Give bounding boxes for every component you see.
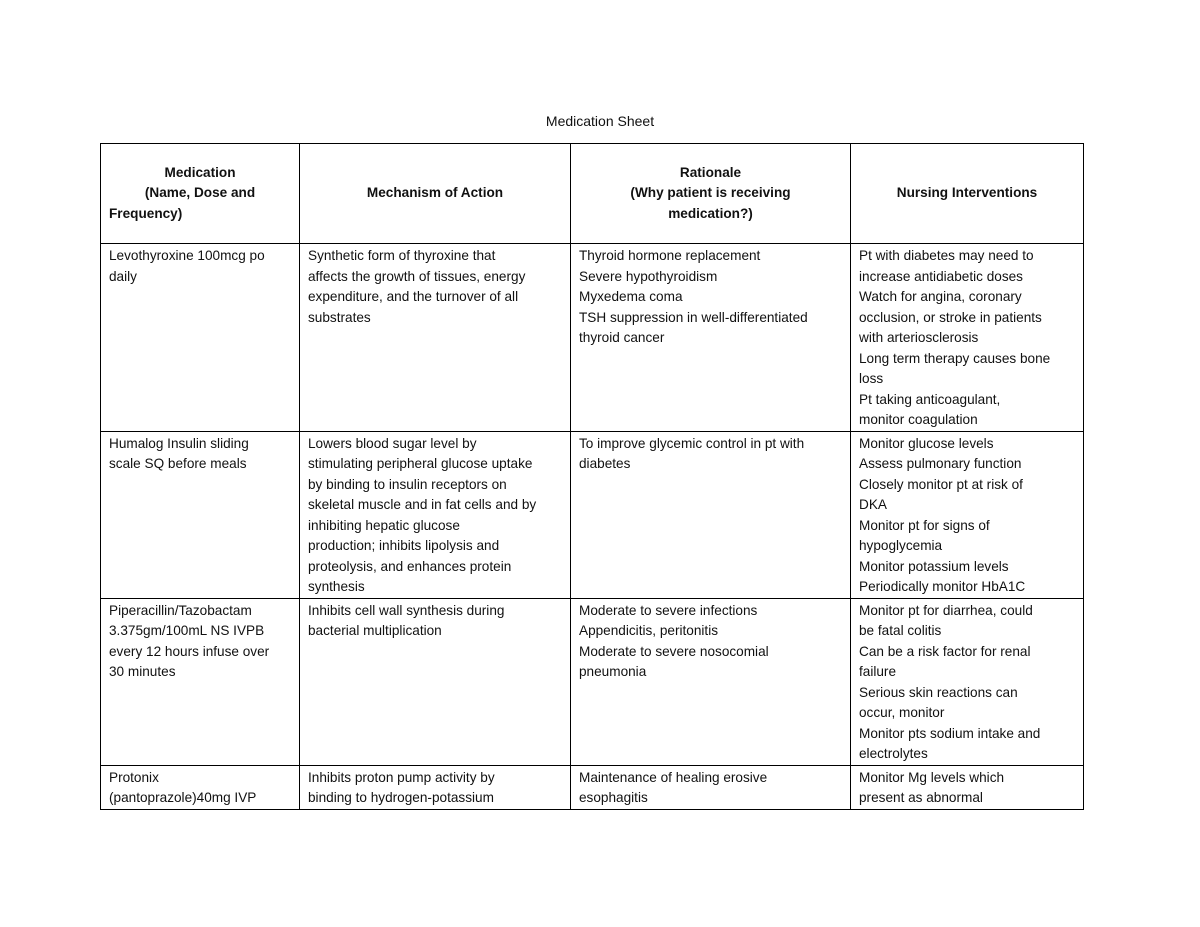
cell-line: occlusion, or stroke in patients xyxy=(859,309,1042,325)
cell-line: increase antidiabetic doses xyxy=(859,268,1023,284)
header-nursing xyxy=(851,144,1084,244)
cell-line: Pt with diabetes may need to xyxy=(859,248,1034,263)
cell-line: esophagitis xyxy=(579,790,648,805)
cell-line: by binding to insulin receptors on xyxy=(308,476,507,492)
header-line: medication?) xyxy=(668,205,753,221)
cell-line: Maintenance of healing erosive xyxy=(579,769,768,785)
cell-line: every 12 hours infuse over xyxy=(109,643,270,659)
header-line: Mechanism of Action xyxy=(366,185,504,201)
cell-line: Pt taking anticoagulant, xyxy=(859,391,1001,407)
cell-line: stimulating peripheral glucose uptake xyxy=(308,456,533,471)
cell-line: inhibiting hepatic glucose xyxy=(308,517,460,533)
cell-medication xyxy=(101,598,300,765)
cell-line: Long term therapy causes bone xyxy=(859,350,1051,366)
cell-line: expenditure, and the turnover of all xyxy=(308,289,519,304)
cell-line: 3.375gm/100mL NS IVPB xyxy=(109,623,265,638)
table-row xyxy=(101,765,1084,809)
cell-line: Inhibits proton pump activity by xyxy=(308,769,495,785)
cell-line: Serious skin reactions can xyxy=(859,684,1018,700)
cell-line: affects the growth of tissues, energy xyxy=(308,268,526,284)
cell-mechanism xyxy=(300,244,571,432)
cell-mechanism xyxy=(300,431,571,598)
header-line: Medication xyxy=(164,164,236,180)
cell-line: Lowers blood sugar level by xyxy=(308,435,477,451)
cell-line: with arteriosclerosis xyxy=(859,330,979,345)
cell-line: pneumonia xyxy=(579,664,647,679)
cell-medication xyxy=(101,244,300,432)
cell-line: Closely monitor pt at risk of xyxy=(859,476,1023,492)
cell-line: Synthetic form of thyroxine that xyxy=(308,248,496,263)
cell-line: Assess pulmonary function xyxy=(859,456,1022,471)
table-row xyxy=(101,598,1084,765)
cell-line: production; inhibits lipolysis and xyxy=(308,538,500,553)
cell-mechanism xyxy=(300,598,571,765)
table-header-row xyxy=(101,144,1084,244)
cell-line: Monitor pts sodium intake and xyxy=(859,725,1041,741)
cell-line: To improve glycemic control in pt with xyxy=(579,435,805,451)
cell-line: Levothyroxine 100mcg po xyxy=(109,248,265,263)
cell-rationale xyxy=(571,598,851,765)
cell-line: substrates xyxy=(308,309,371,325)
cell-line: Severe hypothyroidism xyxy=(579,268,718,284)
cell-medication xyxy=(101,431,300,598)
table-row xyxy=(101,244,1084,432)
cell-line: Myxedema coma xyxy=(579,289,683,304)
cell-line: synthesis xyxy=(308,579,365,594)
cell-line: Monitor potassium levels xyxy=(859,558,1009,574)
cell-line: be fatal colitis xyxy=(859,623,942,638)
cell-rationale xyxy=(571,765,851,809)
header-line: Nursing Interventions xyxy=(896,185,1038,201)
header-line: Rationale xyxy=(679,164,742,180)
cell-line: monitor coagulation xyxy=(859,412,978,427)
table-row xyxy=(101,431,1084,598)
cell-line: binding to hydrogen-potassium xyxy=(308,790,494,805)
cell-line: Monitor pt for signs of xyxy=(859,517,990,533)
cell-line: occur, monitor xyxy=(859,705,945,720)
cell-line: 30 minutes xyxy=(109,664,176,679)
cell-line: scale SQ before meals xyxy=(109,456,247,471)
header-medication xyxy=(101,144,300,244)
header-line: Frequency) xyxy=(109,205,183,221)
cell-line: diabetes xyxy=(579,456,631,471)
cell-rationale xyxy=(571,431,851,598)
cell-line: TSH suppression in well-differentiated xyxy=(579,309,808,325)
cell-line: Monitor Mg levels which xyxy=(859,769,1005,785)
cell-line: bacterial multiplication xyxy=(308,623,442,638)
header-line: (Name, Dose and xyxy=(144,185,256,201)
cell-line: DKA xyxy=(859,497,887,512)
cell-line: Can be a risk factor for renal xyxy=(859,643,1031,659)
cell-nursing xyxy=(851,598,1084,765)
header-rationale xyxy=(571,144,851,244)
cell-line: (pantoprazole)40mg IVP xyxy=(109,790,257,805)
cell-line: Appendicitis, peritonitis xyxy=(579,623,719,638)
cell-line: present as abnormal xyxy=(859,790,983,805)
cell-rationale xyxy=(571,244,851,432)
page-title: Medication Sheet xyxy=(545,113,655,129)
cell-line: Moderate to severe nosocomial xyxy=(579,643,769,659)
cell-line: Piperacillin/Tazobactam xyxy=(109,602,252,618)
cell-nursing xyxy=(851,431,1084,598)
cell-line: loss xyxy=(859,371,884,386)
cell-line: failure xyxy=(859,664,897,679)
cell-line: Monitor glucose levels xyxy=(859,435,994,451)
cell-medication xyxy=(101,765,300,809)
cell-line: Humalog Insulin sliding xyxy=(109,435,249,451)
cell-line: thyroid cancer xyxy=(579,330,665,345)
cell-nursing xyxy=(851,765,1084,809)
cell-line: Watch for angina, coronary xyxy=(859,289,1022,304)
cell-line: Monitor pt for diarrhea, could xyxy=(859,602,1033,618)
cell-line: hypoglycemia xyxy=(859,538,943,553)
cell-nursing xyxy=(851,244,1084,432)
cell-line: proteolysis, and enhances protein xyxy=(308,558,512,574)
header-line: (Why patient is receiving xyxy=(630,185,791,201)
cell-line: Periodically monitor HbA1C xyxy=(859,579,1026,594)
cell-line: electrolytes xyxy=(859,746,928,761)
cell-line: Moderate to severe infections xyxy=(579,602,758,618)
cell-line: Protonix xyxy=(109,769,159,785)
cell-line: skeletal muscle and in fat cells and by xyxy=(308,497,537,512)
cell-line: Thyroid hormone replacement xyxy=(579,248,761,263)
header-mechanism xyxy=(300,144,571,244)
cell-line: daily xyxy=(109,268,137,284)
cell-line: Inhibits cell wall synthesis during xyxy=(308,602,505,618)
cell-mechanism xyxy=(300,765,571,809)
medication-table xyxy=(100,143,1084,810)
